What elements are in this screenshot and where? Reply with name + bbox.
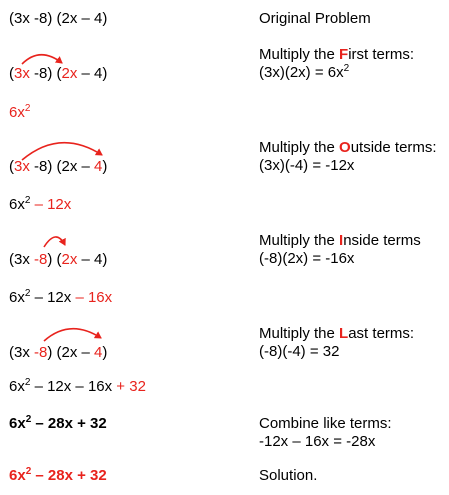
highlight-term-b: 2x bbox=[61, 65, 78, 82]
result-base: 6x bbox=[9, 415, 26, 432]
tail-text: – 4) bbox=[77, 251, 108, 268]
last-result bbox=[9, 378, 146, 395]
inside-terms-arrow bbox=[44, 237, 65, 247]
solution-result bbox=[9, 467, 107, 484]
tail-text: ) bbox=[102, 344, 108, 361]
result-base: 6x bbox=[9, 467, 26, 484]
highlight-term-b: 2x bbox=[61, 251, 78, 268]
mid-text: ) ( bbox=[47, 251, 62, 268]
paren: ( bbox=[9, 65, 14, 82]
foil-letter-o: O bbox=[339, 139, 351, 156]
exponent: 2 bbox=[343, 63, 350, 74]
mid-text: ) (2x – bbox=[47, 344, 95, 361]
inside-result bbox=[9, 289, 112, 306]
mid-text: -8) ( bbox=[29, 65, 62, 82]
prior-terms: – 12x bbox=[30, 289, 72, 306]
note-prefix: Multiply the bbox=[259, 46, 340, 63]
new-term: – 16x bbox=[71, 289, 113, 306]
calc-text: (3x)(2x) = 6x bbox=[259, 64, 344, 81]
result-base: 6x bbox=[9, 378, 25, 395]
highlight-term-a: 3x bbox=[14, 158, 30, 175]
note-prefix: Multiply the bbox=[259, 139, 340, 156]
last-expression bbox=[9, 344, 107, 361]
solution-note: Solution. bbox=[259, 467, 318, 484]
original-expression: (3x -8) (2x – 4) bbox=[9, 10, 108, 27]
foil-letter-i: I bbox=[339, 232, 344, 249]
exponent: 2 bbox=[24, 103, 31, 114]
mid-text: -8) (2x – bbox=[29, 158, 95, 175]
outside-note bbox=[259, 139, 437, 156]
first-note bbox=[259, 46, 414, 63]
exponent: 2 bbox=[24, 288, 31, 299]
combined-result bbox=[9, 415, 107, 432]
combine-calc: -12x – 16x = -28x bbox=[259, 433, 376, 450]
foil-letter-l: L bbox=[339, 325, 349, 342]
paren: ( bbox=[9, 158, 14, 175]
combine-note: Combine like terms: bbox=[259, 415, 392, 432]
exponent: 2 bbox=[24, 377, 31, 388]
result-rest: – 28x + 32 bbox=[31, 415, 107, 432]
outside-expression bbox=[9, 158, 107, 175]
paren: (3x bbox=[9, 251, 35, 268]
result-rest: – 28x + 32 bbox=[31, 467, 107, 484]
first-result bbox=[9, 104, 30, 121]
note-suffix: ast terms: bbox=[348, 325, 415, 342]
paren: (3x bbox=[9, 344, 35, 361]
note-suffix: irst terms: bbox=[348, 46, 415, 63]
first-terms-arrow bbox=[22, 55, 62, 64]
inside-expression bbox=[9, 251, 107, 268]
new-term: – 12x bbox=[30, 196, 72, 213]
exponent: 2 bbox=[25, 414, 32, 425]
last-terms-arrow bbox=[44, 329, 101, 341]
highlight-term-a: -8 bbox=[34, 251, 48, 268]
last-calc: (-8)(-4) = 32 bbox=[259, 343, 340, 360]
first-calc bbox=[259, 64, 349, 81]
prior-terms: – 12x – 16x bbox=[30, 378, 113, 395]
tail-text: – 4) bbox=[77, 65, 108, 82]
first-expression bbox=[9, 65, 107, 82]
exponent: 2 bbox=[24, 195, 31, 206]
exponent: 2 bbox=[25, 466, 32, 477]
note-prefix: Multiply the bbox=[259, 232, 340, 249]
note-suffix: utside terms: bbox=[350, 139, 437, 156]
result-base: 6x bbox=[9, 196, 25, 213]
last-note bbox=[259, 325, 414, 342]
result-base: 6x bbox=[9, 104, 25, 121]
inside-note bbox=[259, 232, 421, 249]
note-prefix: Multiply the bbox=[259, 325, 340, 342]
outside-result bbox=[9, 196, 71, 213]
new-term: + 32 bbox=[112, 378, 146, 395]
highlight-term-a: -8 bbox=[34, 344, 48, 361]
result-base: 6x bbox=[9, 289, 25, 306]
outside-calc: (3x)(-4) = -12x bbox=[259, 157, 355, 174]
highlight-term-b: 4 bbox=[94, 158, 103, 175]
original-note: Original Problem bbox=[259, 10, 371, 27]
highlight-term-a: 3x bbox=[14, 65, 30, 82]
inside-calc: (-8)(2x) = -16x bbox=[259, 250, 355, 267]
tail-text: ) bbox=[102, 158, 108, 175]
highlight-term-b: 4 bbox=[94, 344, 103, 361]
foil-letter-f: F bbox=[339, 46, 349, 63]
note-suffix: nside terms bbox=[343, 232, 421, 249]
